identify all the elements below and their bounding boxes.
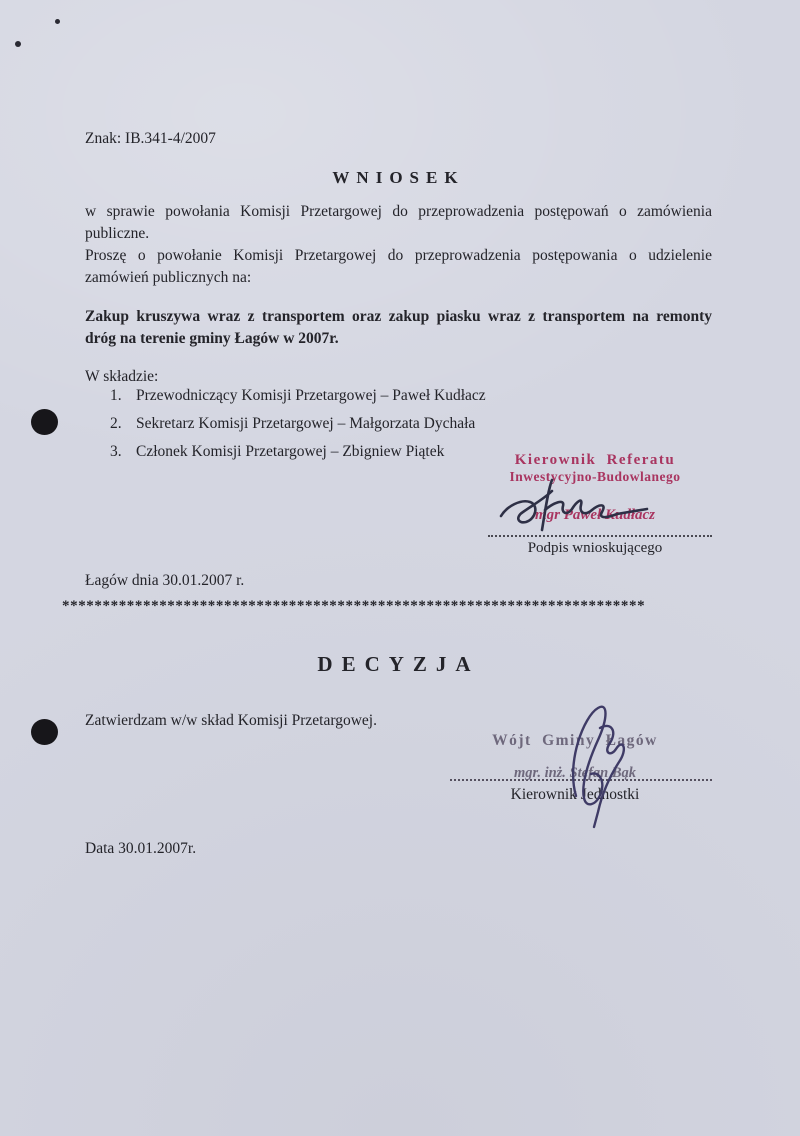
stamp-line: Kierownik Referatu bbox=[514, 452, 676, 468]
signature-dotted-line bbox=[488, 535, 712, 537]
member-number: 1. bbox=[110, 387, 122, 404]
member-row bbox=[110, 385, 670, 407]
stamp-line: Inwestycyjno-Budowlanego bbox=[509, 469, 681, 484]
mayor-stamp-title: Wójt Gminy Łagów bbox=[492, 732, 658, 749]
member-row bbox=[110, 413, 670, 435]
intro-line: Proszę o powołanie Komisji Przetargowej do przeprowadzenia postępowania o udzielenie bbox=[85, 247, 712, 264]
paper-speck bbox=[55, 19, 60, 24]
stamp-name-stefan-bak: mgr. inż. Stefan Bąk bbox=[513, 765, 637, 781]
handwritten-signature-kudlacz bbox=[495, 476, 660, 536]
wniosek-title: WNIOSEK bbox=[332, 168, 465, 187]
decision-date: Data 30.01.2007r. bbox=[85, 840, 197, 857]
stamp-name-pawel-kudlacz: mgr Paweł Kudłacz bbox=[534, 507, 655, 523]
hole-punch-mark bbox=[31, 409, 58, 435]
member-number: 3. bbox=[110, 443, 122, 460]
intro-line: w sprawie powołania Komisji Przetargowej do przeprowadzenia postępowań o zamówienia bbox=[85, 203, 712, 220]
asterisk-separator: ************************************************************************ bbox=[62, 598, 646, 614]
handwritten-signature-wojt bbox=[548, 700, 658, 830]
composition-label: W składzie: bbox=[85, 368, 159, 385]
decyzja-title: DECYZJA bbox=[317, 652, 480, 676]
unit-head-caption: Kierownik Jednostki bbox=[510, 786, 640, 803]
place-date: Łagów dnia 30.01.2007 r. bbox=[85, 572, 245, 589]
member-text: Członek Komisji Przetargowej – Zbigniew Piątek bbox=[136, 443, 445, 460]
subject-line: Zakup kruszywa wraz z transportem oraz zakup piasku wraz z transportem na remonty bbox=[85, 308, 712, 325]
subject-line: dróg na terenie gminy Łagów w 2007r. bbox=[85, 330, 339, 347]
member-text: Przewodniczący Komisji Przetargowej – Paweł Kudłacz bbox=[136, 387, 486, 404]
procurement-subject bbox=[85, 306, 712, 350]
approval-statement: Zatwierdzam w/w skład Komisji Przetargowej. bbox=[85, 712, 377, 729]
member-number: 2. bbox=[110, 415, 122, 432]
intro-line: publiczne. bbox=[85, 225, 150, 242]
paper-speck bbox=[15, 41, 21, 47]
member-text: Sekretarz Komisji Przetargowej – Małgorzata Dychała bbox=[136, 415, 476, 432]
reference-number: Znak: IB.341-4/2007 bbox=[85, 130, 216, 147]
intro-line: zamówień publicznych na: bbox=[85, 269, 252, 286]
applicant-signature-caption: Podpis wnioskującego bbox=[527, 540, 663, 556]
hole-punch-mark bbox=[31, 719, 58, 745]
wniosek-intro bbox=[85, 201, 712, 289]
